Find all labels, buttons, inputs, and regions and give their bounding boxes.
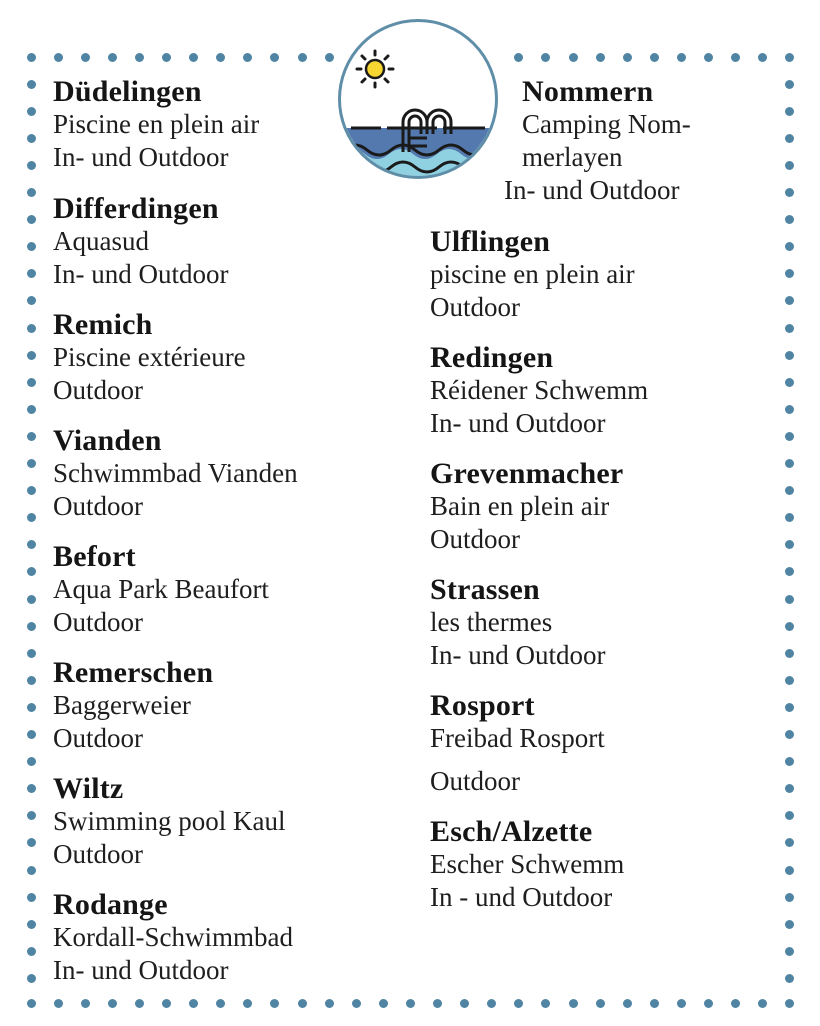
border-dot — [298, 999, 307, 1008]
border-dot — [27, 567, 36, 576]
border-dot — [27, 703, 36, 712]
pool-name: Piscine extérieure — [53, 342, 246, 372]
border-dot — [785, 567, 794, 576]
border-dot — [785, 540, 794, 549]
border-dot — [785, 730, 794, 739]
border-dot — [785, 974, 794, 983]
list-item — [430, 226, 635, 324]
border-dot — [81, 53, 90, 62]
border-dot — [785, 486, 794, 495]
border-dot — [27, 351, 36, 360]
border-dot — [785, 866, 794, 875]
town-name: Grevenmacher — [430, 457, 624, 490]
border-dot — [379, 999, 388, 1008]
border-dot — [27, 999, 36, 1008]
border-dot — [623, 53, 632, 62]
pool-type: In- und Outdoor — [430, 408, 606, 438]
border-dot — [135, 999, 144, 1008]
border-dot — [27, 540, 36, 549]
border-dot — [325, 53, 334, 62]
list-item — [53, 541, 269, 639]
pool-type: In- und Outdoor — [430, 640, 606, 670]
list-item — [53, 76, 259, 174]
town-name: Rodange — [53, 888, 168, 921]
border-dot — [785, 811, 794, 820]
list-item — [430, 690, 605, 798]
border-dot — [785, 838, 794, 847]
border-dot — [27, 161, 36, 170]
border-dot — [108, 53, 117, 62]
town-name: Remerschen — [53, 656, 214, 689]
border-dot — [27, 242, 36, 251]
list-item — [430, 458, 623, 556]
pool-name: Aquasud — [53, 226, 149, 256]
border-dot — [325, 999, 334, 1008]
pool-type: In- und Outdoor — [53, 955, 229, 985]
border-dot — [243, 999, 252, 1008]
border-dot — [785, 947, 794, 956]
border-dot — [785, 920, 794, 929]
pool-type: Outdoor — [53, 607, 143, 637]
border-dot — [785, 161, 794, 170]
border-dot — [785, 296, 794, 305]
pool-name: les thermes — [430, 607, 553, 637]
pool-name: Réidener Schwemm — [430, 375, 649, 405]
border-dot — [785, 513, 794, 522]
pool-type: Outdoor — [430, 766, 520, 796]
pool-type: Outdoor — [430, 524, 520, 554]
border-dot — [27, 188, 36, 197]
border-dot — [298, 53, 307, 62]
town-name: Rosport — [430, 689, 535, 722]
pool-type: Outdoor — [53, 839, 143, 869]
border-dot — [785, 351, 794, 360]
pool-name-continued: merlayen — [522, 142, 623, 172]
border-dot — [27, 622, 36, 631]
border-dot — [785, 676, 794, 685]
border-dot — [785, 649, 794, 658]
border-dot — [27, 893, 36, 902]
border-dot — [27, 296, 36, 305]
border-dot — [785, 134, 794, 143]
border-dot — [569, 999, 578, 1008]
border-dot — [650, 53, 659, 62]
border-dot — [785, 757, 794, 766]
pool-name: Piscine en plein air — [53, 109, 260, 139]
border-dot — [785, 432, 794, 441]
border-dot — [27, 459, 36, 468]
pool-name: Escher Schwemm — [430, 849, 625, 879]
pool-name: Bain en plein air — [430, 491, 610, 521]
border-dot — [677, 53, 686, 62]
pool-type: In- und Outdoor — [504, 175, 680, 205]
list-item — [430, 342, 648, 440]
list-item — [53, 773, 286, 871]
border-dot — [27, 324, 36, 333]
border-dot — [677, 999, 686, 1008]
border-dot — [487, 999, 496, 1008]
border-dot — [81, 999, 90, 1008]
border-dot — [27, 53, 36, 62]
town-name: Befort — [53, 540, 136, 573]
border-dot — [785, 405, 794, 414]
border-dot — [514, 53, 523, 62]
border-dot — [514, 999, 523, 1008]
pool-type: In- und Outdoor — [53, 259, 229, 289]
border-dot — [27, 432, 36, 441]
border-dot — [216, 999, 225, 1008]
pool-name: Baggerweier — [53, 690, 191, 720]
border-dot — [54, 53, 63, 62]
border-dot — [270, 53, 279, 62]
list-item — [53, 425, 298, 523]
border-dot — [27, 811, 36, 820]
border-dot — [785, 188, 794, 197]
pool-name: Freibad Rosport — [430, 723, 605, 753]
border-dot — [785, 80, 794, 89]
border-dot — [569, 53, 578, 62]
border-dot — [27, 134, 36, 143]
border-dot — [27, 730, 36, 739]
border-dot — [162, 53, 171, 62]
pool-name: Schwimmbad Vianden — [53, 458, 298, 488]
border-dot — [27, 405, 36, 414]
swimming-pool-sun-icon — [341, 22, 495, 176]
list-item — [430, 574, 605, 672]
list-item — [53, 193, 228, 291]
border-dot — [189, 999, 198, 1008]
border-dot — [135, 53, 144, 62]
border-dot — [27, 947, 36, 956]
border-dot — [27, 649, 36, 658]
border-dot — [27, 107, 36, 116]
border-dot — [731, 999, 740, 1008]
border-dot — [27, 513, 36, 522]
border-dot — [216, 53, 225, 62]
town-name: Ulflingen — [430, 225, 551, 258]
pool-badge — [338, 19, 498, 179]
border-dot — [596, 53, 605, 62]
border-dot — [27, 866, 36, 875]
border-dot — [785, 595, 794, 604]
pool-name: Swimming pool Kaul — [53, 806, 286, 836]
list-item — [53, 657, 213, 755]
border-dot — [433, 999, 442, 1008]
pool-type: In- und Outdoor — [53, 142, 229, 172]
town-name: Redingen — [430, 341, 554, 374]
border-dot — [27, 215, 36, 224]
town-name: Remich — [53, 308, 153, 341]
border-dot — [785, 269, 794, 278]
pool-type: Outdoor — [430, 292, 520, 322]
pool-name: Kordall-Schwimmbad — [53, 922, 293, 952]
town-name: Wiltz — [53, 772, 124, 805]
list-item — [53, 889, 293, 987]
border-dot — [704, 999, 713, 1008]
border-dot — [27, 838, 36, 847]
border-dot — [54, 999, 63, 1008]
border-dot — [541, 999, 550, 1008]
border-dot — [731, 53, 740, 62]
pool-name: Aqua Park Beaufort — [53, 574, 269, 604]
border-dot — [27, 920, 36, 929]
pool-type: Outdoor — [53, 491, 143, 521]
border-dot — [785, 53, 794, 62]
border-dot — [785, 215, 794, 224]
town-name: Düdelingen — [53, 75, 202, 108]
border-dot — [785, 378, 794, 387]
pool-type: Outdoor — [53, 723, 143, 753]
pool-type: In - und Outdoor — [430, 882, 613, 912]
border-dot — [27, 80, 36, 89]
border-dot — [650, 999, 659, 1008]
pool-type: Outdoor — [53, 375, 143, 405]
border-dot — [623, 999, 632, 1008]
town-name: Esch/Alzette — [430, 815, 593, 848]
border-dot — [785, 703, 794, 712]
border-dot — [27, 784, 36, 793]
border-dot — [27, 378, 36, 387]
list-item — [430, 816, 624, 914]
pool-name: Camping Nom- — [522, 109, 691, 139]
pool-name: piscine en plein air — [430, 259, 635, 289]
border-dot — [785, 459, 794, 468]
border-dot — [596, 999, 605, 1008]
border-dot — [189, 53, 198, 62]
border-dot — [758, 53, 767, 62]
town-name: Nommern — [522, 75, 654, 108]
border-dot — [460, 999, 469, 1008]
list-item — [504, 76, 691, 207]
border-dot — [270, 999, 279, 1008]
border-dot — [162, 999, 171, 1008]
border-dot — [785, 242, 794, 251]
border-dot — [785, 622, 794, 631]
border-dot — [27, 676, 36, 685]
border-dot — [704, 53, 713, 62]
border-dot — [243, 53, 252, 62]
list-item — [53, 309, 246, 407]
border-dot — [785, 999, 794, 1008]
town-name: Strassen — [430, 573, 540, 606]
border-dot — [785, 784, 794, 793]
border-dot — [352, 999, 361, 1008]
border-dot — [785, 324, 794, 333]
town-name: Differdingen — [53, 192, 219, 225]
border-dot — [108, 999, 117, 1008]
border-dot — [541, 53, 550, 62]
border-dot — [27, 757, 36, 766]
border-dot — [27, 595, 36, 604]
border-dot — [27, 269, 36, 278]
border-dot — [758, 999, 767, 1008]
town-name: Vianden — [53, 424, 162, 457]
border-dot — [785, 893, 794, 902]
border-dot — [27, 974, 36, 983]
border-dot — [27, 486, 36, 495]
border-dot — [785, 107, 794, 116]
border-dot — [406, 999, 415, 1008]
